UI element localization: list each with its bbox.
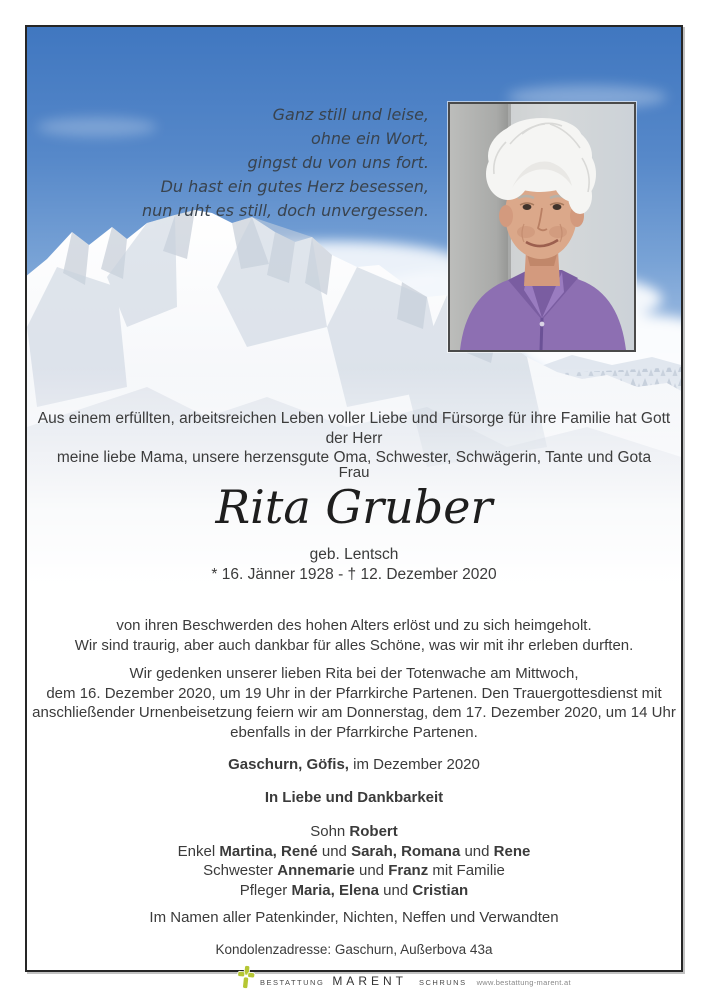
- connector: und: [379, 881, 413, 899]
- family-member-name: Franz: [388, 862, 429, 879]
- family-line: [27, 861, 681, 881]
- poem-line: gingst du von uns fort.: [247, 153, 429, 172]
- brand-city: SCHRUNS: [418, 978, 467, 987]
- family-member-name: Annemarie: [277, 862, 355, 879]
- memorial-poem: [27, 103, 429, 223]
- connector: und: [354, 862, 389, 879]
- poem-line: Ganz still und leise,: [272, 105, 429, 124]
- place-names: Gaschurn, Göfis,: [228, 756, 349, 773]
- connector: und: [317, 842, 352, 860]
- relation-label: Sohn: [310, 823, 350, 840]
- family-member-name: Robert: [349, 823, 398, 840]
- paragraph-line: von ihren Beschwerden des hohen Alters erlöst und zu sich heimgeholt.: [116, 617, 592, 634]
- deceased-portrait-photo: [448, 102, 636, 352]
- family-line: [27, 822, 681, 842]
- brand-prefix: BESTATTUNG: [260, 978, 325, 987]
- paragraph-line: dem 16. Dezember 2020, um 19 Uhr in der Pfarrkirche Partenen. Den Trauergottesdienst mit: [46, 684, 662, 702]
- funeral-home-brand-row: [260, 974, 571, 988]
- cross-leaf-icon: [237, 965, 255, 989]
- poem-line: ohne ein Wort,: [310, 129, 429, 148]
- family-member-name: Sarah, Romana: [351, 842, 461, 860]
- salutation: Frau: [338, 464, 370, 481]
- deceased-name: Rita Gruber: [215, 480, 493, 534]
- date-text: im Dezember 2020: [348, 756, 480, 773]
- family-list: [27, 822, 681, 900]
- intro-line: Aus einem erfüllten, arbeitsreichen Leben voller Liebe und Fürsorge für ihre Familie hat Gott der Herr: [37, 410, 671, 447]
- connector: und: [460, 842, 494, 860]
- intro-line: meine liebe Mama, unsere herzensgute Oma, Schwester, Schwägerin, Tante und Gota: [56, 449, 652, 466]
- place-and-date: [27, 756, 681, 773]
- in-name-of-line: Im Namen aller Patenkinder, Nichten, Neffen und Verwandten: [149, 909, 559, 926]
- family-member-name: Cristian: [412, 881, 469, 899]
- family-line: [27, 881, 681, 901]
- intro-text: [27, 409, 681, 468]
- brand-name: MARENT: [332, 974, 407, 988]
- zipper-pull: [540, 322, 545, 327]
- memorial-card: [25, 25, 683, 972]
- paragraph-service: [27, 664, 681, 742]
- portrait-graphic: [450, 104, 634, 350]
- paragraph-line: Wir sind traurig, aber auch dankbar für alles Schöne, was wir mit ihr erleben durften.: [74, 636, 634, 654]
- condolence-address: Kondolenzadresse: Gaschurn, Außerbova 43a: [215, 942, 493, 957]
- brand-website: www.bestattung-marent.at: [476, 978, 571, 987]
- closing-phrase: In Liebe und Dankbarkeit: [264, 789, 444, 806]
- family-line: [27, 842, 681, 862]
- connector: mit Familie: [428, 862, 505, 879]
- funeral-home-footer: [0, 962, 707, 996]
- paragraph-release: [27, 616, 681, 655]
- relation-label: Enkel: [177, 842, 220, 860]
- paragraph-line: ebenfalls in der Pfarrkirche Partenen.: [230, 723, 478, 741]
- birth-death-dates: * 16. Jänner 1928 - † 12. Dezember 2020: [211, 566, 497, 583]
- poem-line: Du hast ein gutes Herz besessen,: [160, 177, 429, 196]
- poem-line: nun ruht es still, doch unvergessen.: [142, 201, 429, 220]
- family-member-name: Martina, René: [219, 842, 318, 860]
- family-member-name: Maria, Elena: [291, 881, 379, 899]
- paragraph-line: Wir gedenken unserer lieben Rita bei der Totenwache am Mittwoch,: [129, 665, 579, 682]
- paragraph-line: anschließender Urnenbeisetzung feiern wir am Donnerstag, dem 17. Dezember 2020, um 14 Uhr: [32, 704, 676, 721]
- relation-label: Schwester: [203, 862, 278, 879]
- maiden-name: geb. Lentsch: [309, 546, 399, 563]
- family-member-name: Rene: [493, 842, 531, 860]
- relation-label: Pfleger: [239, 881, 292, 899]
